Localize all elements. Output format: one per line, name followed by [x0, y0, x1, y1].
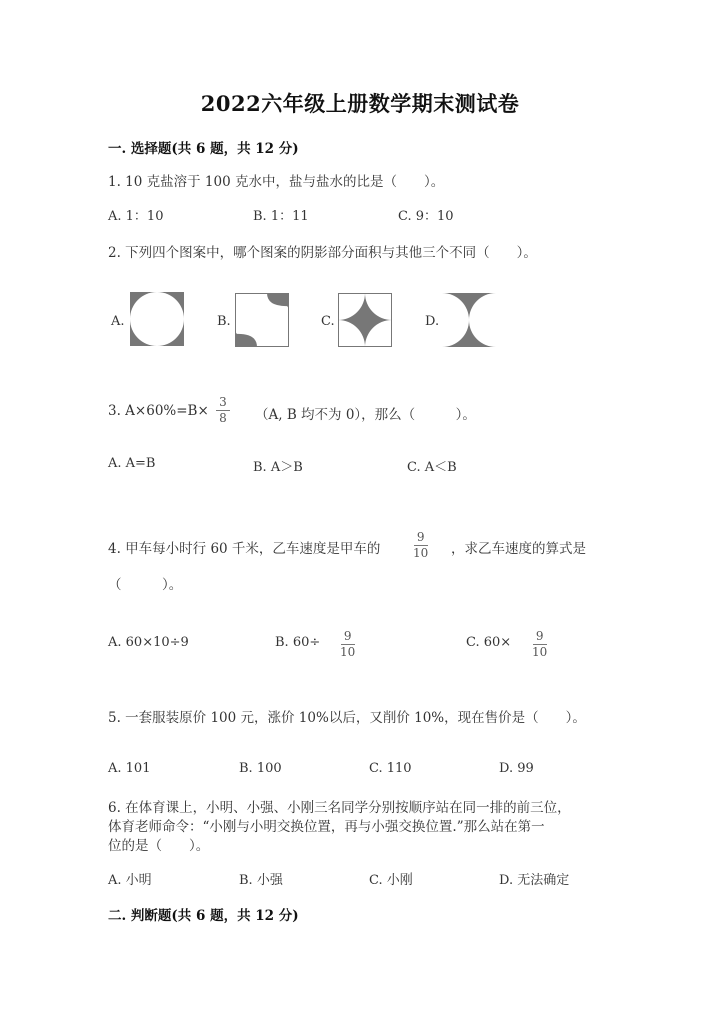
question-5: 5. 一套服装原价 100 元，涨价 10%以后，又削价 10%，现在售价是（ ）。	[108, 710, 586, 726]
q4-option-c: C. 60×	[466, 635, 512, 650]
section-heading-choice: 一. 选择题(共 6 题，共 12 分)	[108, 141, 299, 157]
q6-option-a: A. 小明	[108, 873, 152, 888]
q6-option-b: B. 小强	[239, 873, 283, 888]
q1-option-a: A. 1：10	[108, 209, 164, 224]
section-heading-judgement: 二. 判断题(共 6 题，共 12 分)	[108, 908, 299, 924]
q4-option-a: A. 60×10÷9	[108, 635, 189, 650]
q2-figure-c-label: C.	[321, 314, 335, 329]
question-6-line1: 6. 在体育课上，小明、小强、小刚三名同学分别按顺序站在同一排的前三位，	[108, 800, 571, 816]
figure-c-star	[338, 293, 392, 347]
question-3-suffix: （A, B 均不为 0），那么（ ）。	[255, 407, 476, 423]
q2-figure-a-label: A.	[111, 314, 125, 329]
figure-d-semicircles	[442, 293, 496, 347]
q5-option-d: D. 99	[499, 761, 534, 776]
q3-option-c: C. A＜B	[407, 460, 457, 475]
question-4-suffix: ，求乙车速度的算式是	[451, 541, 586, 557]
q4-option-b-fraction: 9 10	[340, 629, 356, 659]
question-3-prefix: 3. A×60%=B×	[108, 403, 209, 419]
question-4-line2: （ ）。	[108, 577, 183, 593]
question-1: 1. 10 克盐溶于 100 克水中，盐与盐水的比是（ ）。	[108, 174, 445, 190]
page-title: 2022六年级上册数学期末测试卷	[200, 91, 520, 116]
question-2: 2. 下列四个图案中，哪个图案的阴影部分面积与其他三个不同（ ）。	[108, 245, 537, 261]
q4-fraction: 9 10	[413, 530, 429, 560]
q3-fraction: 3 8	[216, 396, 230, 425]
q1-option-c: C. 9：10	[398, 209, 454, 224]
q5-option-c: C. 110	[369, 761, 412, 776]
q5-option-b: B. 100	[239, 761, 282, 776]
q4-option-c-fraction: 9 10	[532, 629, 548, 659]
q3-option-b: B. A＞B	[253, 460, 303, 475]
question-4-prefix: 4. 甲车每小时行 60 千米，乙车速度是甲车的	[108, 541, 381, 557]
q6-option-d: D. 无法确定	[499, 873, 570, 888]
question-6-line2: 体育老师命令：“小刚与小明交换位置，再与小强交换位置.”那么站在第一	[108, 819, 545, 835]
figure-a-circle-in-square	[130, 292, 184, 346]
q3-option-a: A. A=B	[108, 456, 156, 471]
q6-option-c: C. 小刚	[369, 873, 413, 888]
q4-option-b: B. 60÷	[275, 635, 321, 650]
q2-figure-d-label: D.	[425, 314, 440, 329]
q1-option-b: B. 1：11	[253, 209, 309, 224]
q5-option-a: A. 101	[108, 761, 151, 776]
figure-b-quarter-circles	[235, 293, 289, 347]
q2-figure-b-label: B.	[217, 314, 231, 329]
question-6-line3: 位的是（ ）。	[108, 838, 210, 854]
